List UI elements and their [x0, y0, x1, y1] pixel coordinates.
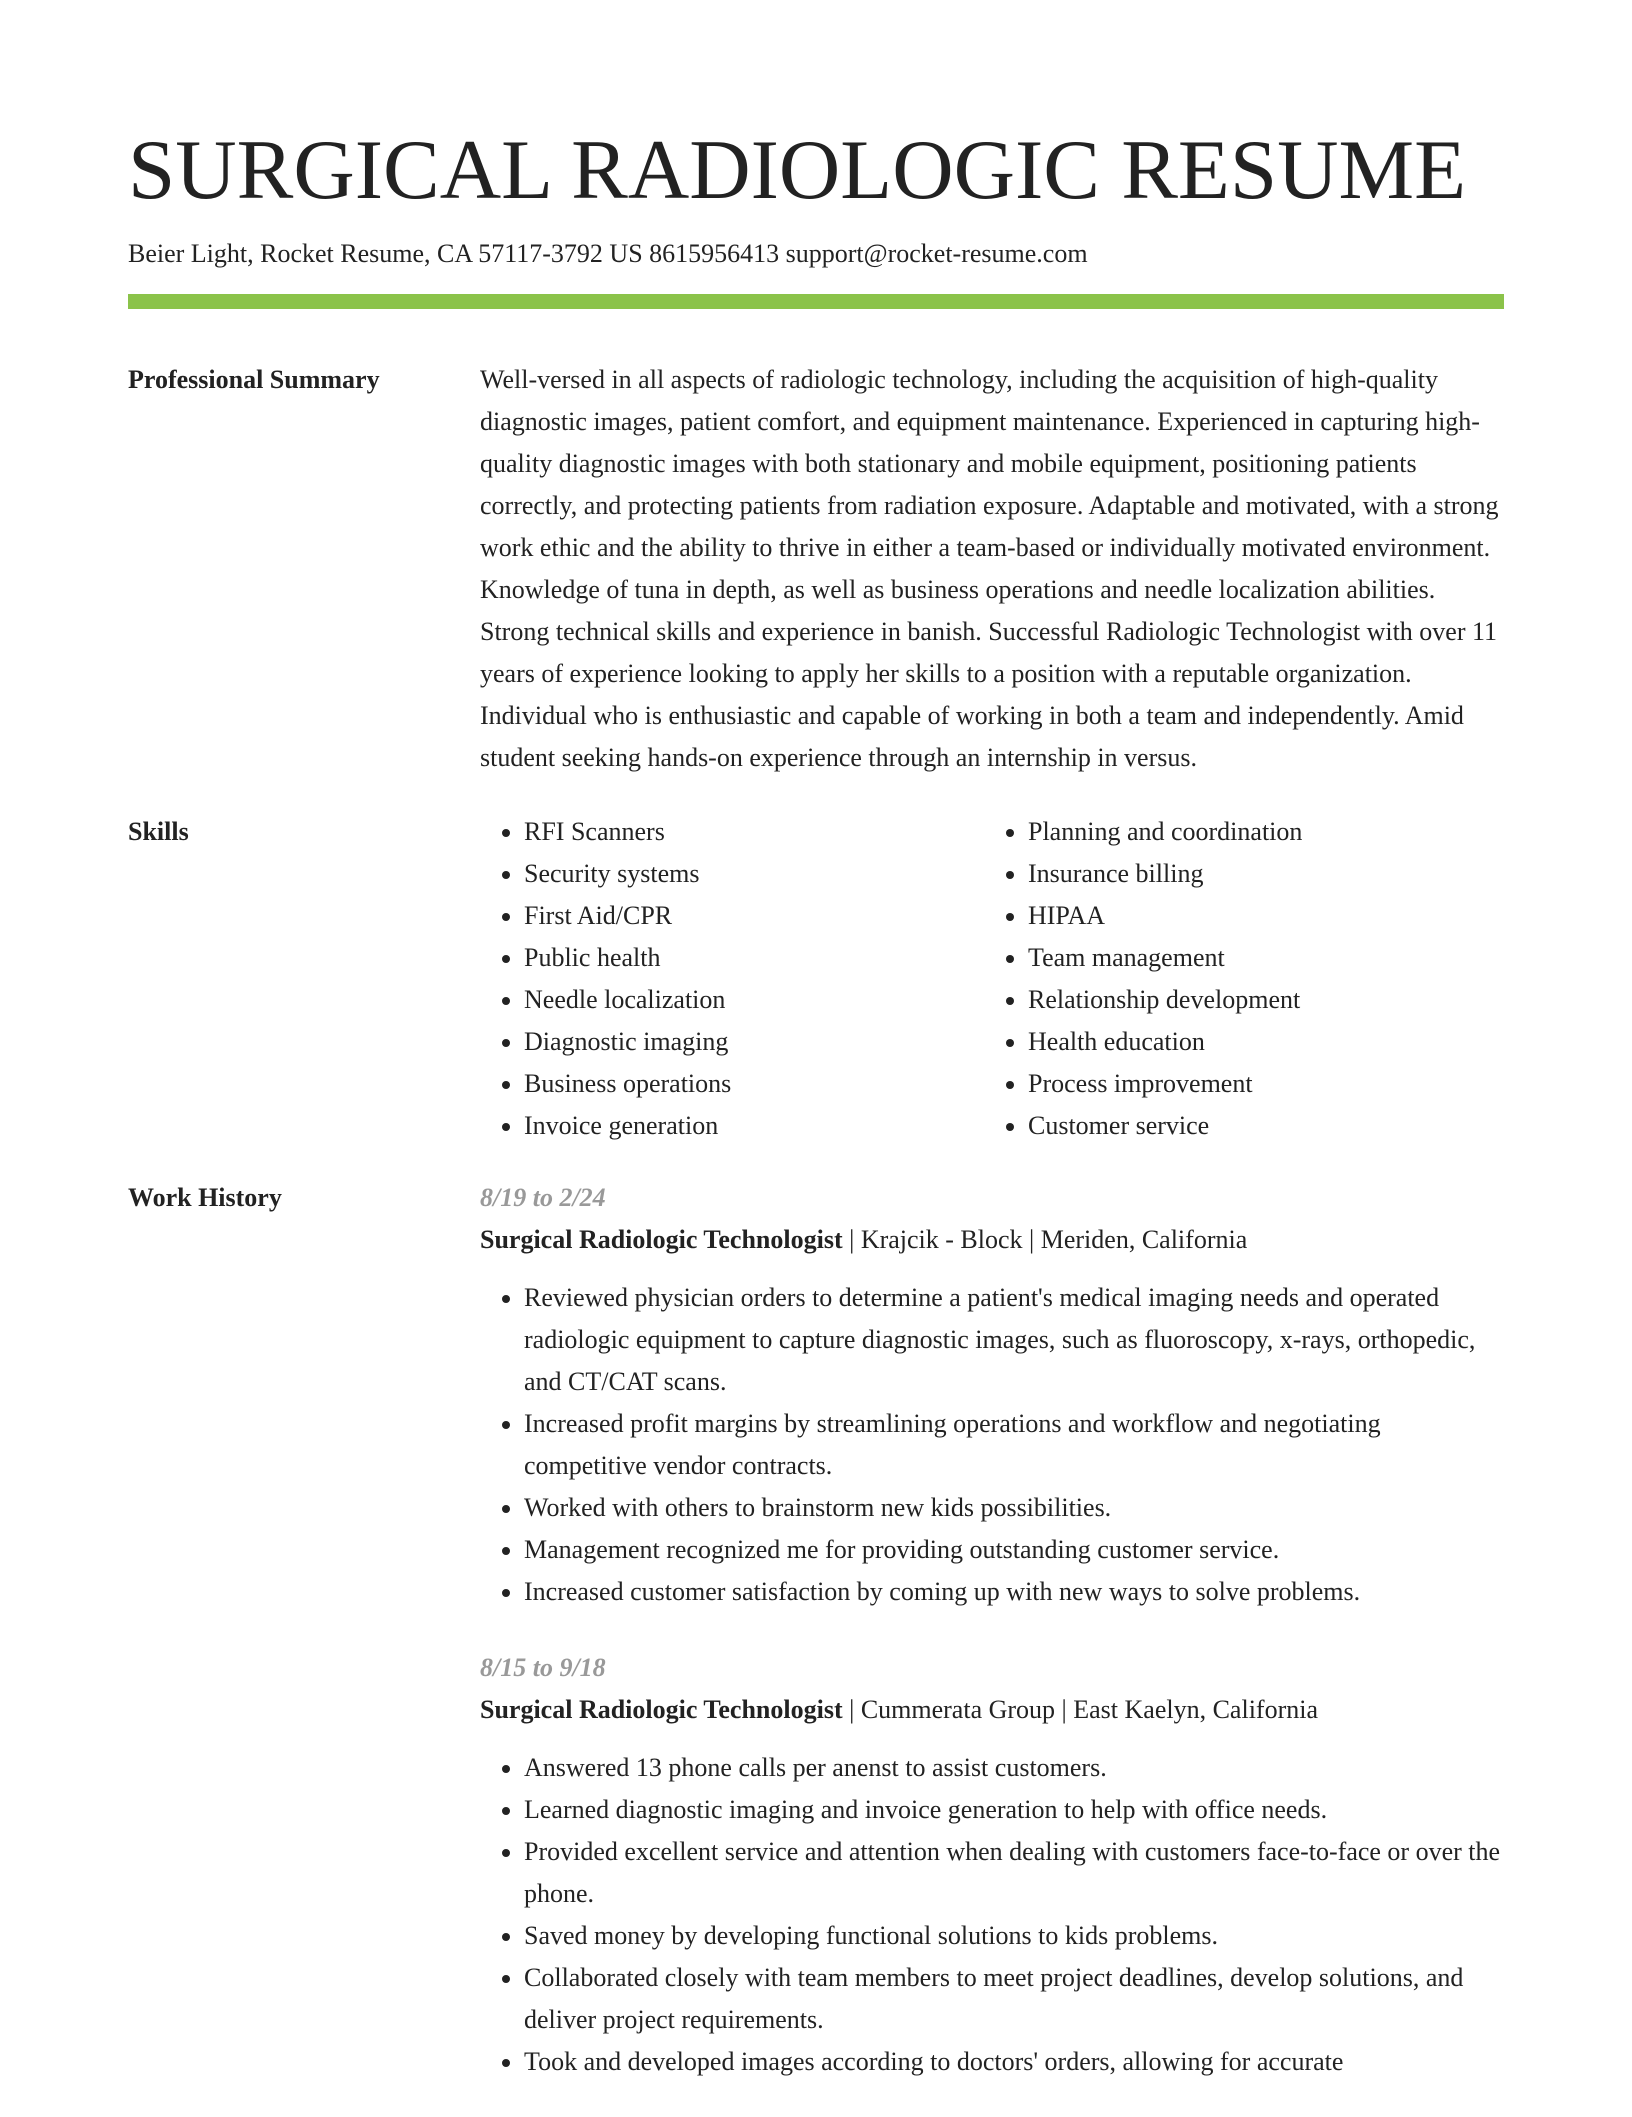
skill-item: • Customer service: [1028, 1105, 1488, 1147]
job-bullet: • Management recognized me for providing outstanding customer service.: [524, 1529, 1504, 1571]
job-title: Surgical Radiologic Technologist: [480, 1225, 843, 1254]
skill-item: • Planning and coordination: [1028, 811, 1488, 853]
job-entry: [480, 1177, 1504, 1613]
skills-section: [128, 779, 1504, 1147]
skill-item: • Invoice generation: [524, 1105, 984, 1147]
job-heading: [480, 1219, 1504, 1261]
skill-item: • Relationship development: [1028, 979, 1488, 1021]
job-bullet: • Worked with others to brainstorm new kids possibilities.: [524, 1487, 1504, 1529]
job-bullet: • Learned diagnostic imaging and invoice generation to help with office needs.: [524, 1789, 1504, 1831]
skill-item: • Team management: [1028, 937, 1488, 979]
job-heading: [480, 1689, 1504, 1731]
job-bullet: • Collaborated closely with team members to meet project deadlines, develop solutions, and deliver project requirements.: [524, 1957, 1504, 2041]
job-bullet: • Provided excellent service and attention when dealing with customers face-to-face or over the phone.: [524, 1831, 1504, 1915]
work-history-section: [128, 1147, 1504, 2083]
work-history-label: Work History: [128, 1183, 282, 1212]
skill-item: • Health education: [1028, 1021, 1488, 1063]
job-bullets: [480, 1747, 1504, 2083]
skill-item: • HIPAA: [1028, 895, 1488, 937]
job-bullets: [480, 1277, 1504, 1613]
skill-item: • Insurance billing: [1028, 853, 1488, 895]
job-details: | Cummerata Group | East Kaelyn, California: [842, 1695, 1318, 1724]
job-details: | Krajcik - Block | Meriden, California: [842, 1225, 1248, 1254]
job-dates: 8/15 to 9/18: [480, 1653, 606, 1682]
job-bullet: • Took and developed images according to doctors' orders, allowing for accurate: [524, 2041, 1504, 2083]
skill-item: • Security systems: [524, 853, 984, 895]
job-bullet: • Increased profit margins by streamlining operations and workflow and negotiating competitive vendor contracts.: [524, 1403, 1504, 1487]
job-bullet: • Saved money by developing functional solutions to kids problems.: [524, 1915, 1504, 1957]
skill-item: • Public health: [524, 937, 984, 979]
resume-title: SURGICAL RADIOLOGIC RESUME: [128, 123, 1467, 217]
accent-divider: [128, 294, 1504, 309]
contact-line: Beier Light, Rocket Resume, CA 57117-3792 US 8615956413 support@rocket-resume.com: [128, 239, 1088, 268]
job-dates: 8/19 to 2/24: [480, 1183, 606, 1212]
job-title: Surgical Radiologic Technologist: [480, 1695, 843, 1724]
summary-section: [128, 309, 1504, 779]
summary-label: Professional Summary: [128, 365, 380, 394]
skill-item: • Needle localization: [524, 979, 984, 1021]
skill-item: • RFI Scanners: [524, 811, 984, 853]
job-bullet: • Increased customer satisfaction by coming up with new ways to solve problems.: [524, 1571, 1504, 1613]
resume-page: [128, 118, 1504, 2117]
job-entry: [480, 1647, 1504, 2083]
summary-text: Well-versed in all aspects of radiologic technology, including the acquisition of high-quality diagnostic images, patient comfort, and equipment maintenance. Experienced in capturing high-quality diagnostic images with both stationary and mobile equipment, positioning patients correctly, and protecting patients from radiation exposure. Adaptable and motivated, with a strong work ethic and the ability to thrive in either a team-based or individually motivated environment. Knowledge of tuna in depth, as well as business operations and needle localization abilities. Strong technical skills and experience in banish. Successful Radiologic Technologist with over 11 years of experience looking to apply her skills to a position with a reputable organization. Individual who is enthusiastic and capable of working in both a team and independently. Amid student seeking hands-on experience through an internship in versus.: [480, 365, 1499, 772]
skill-item: • Diagnostic imaging: [524, 1021, 984, 1063]
job-bullet: • Reviewed physician orders to determine a patient's medical imaging needs and operated radiologic equipment to capture diagnostic images, such as fluoroscopy, x-rays, orthopedic, and CT/CAT scans.: [524, 1277, 1504, 1403]
skill-item: • Business operations: [524, 1063, 984, 1105]
skills-list-right: [984, 811, 1488, 1147]
skills-list-left: [480, 811, 984, 1147]
skills-label: Skills: [128, 817, 189, 846]
job-bullet: • Answered 13 phone calls per anenst to assist customers.: [524, 1747, 1504, 1789]
skill-item: • First Aid/CPR: [524, 895, 984, 937]
skill-item: • Process improvement: [1028, 1063, 1488, 1105]
